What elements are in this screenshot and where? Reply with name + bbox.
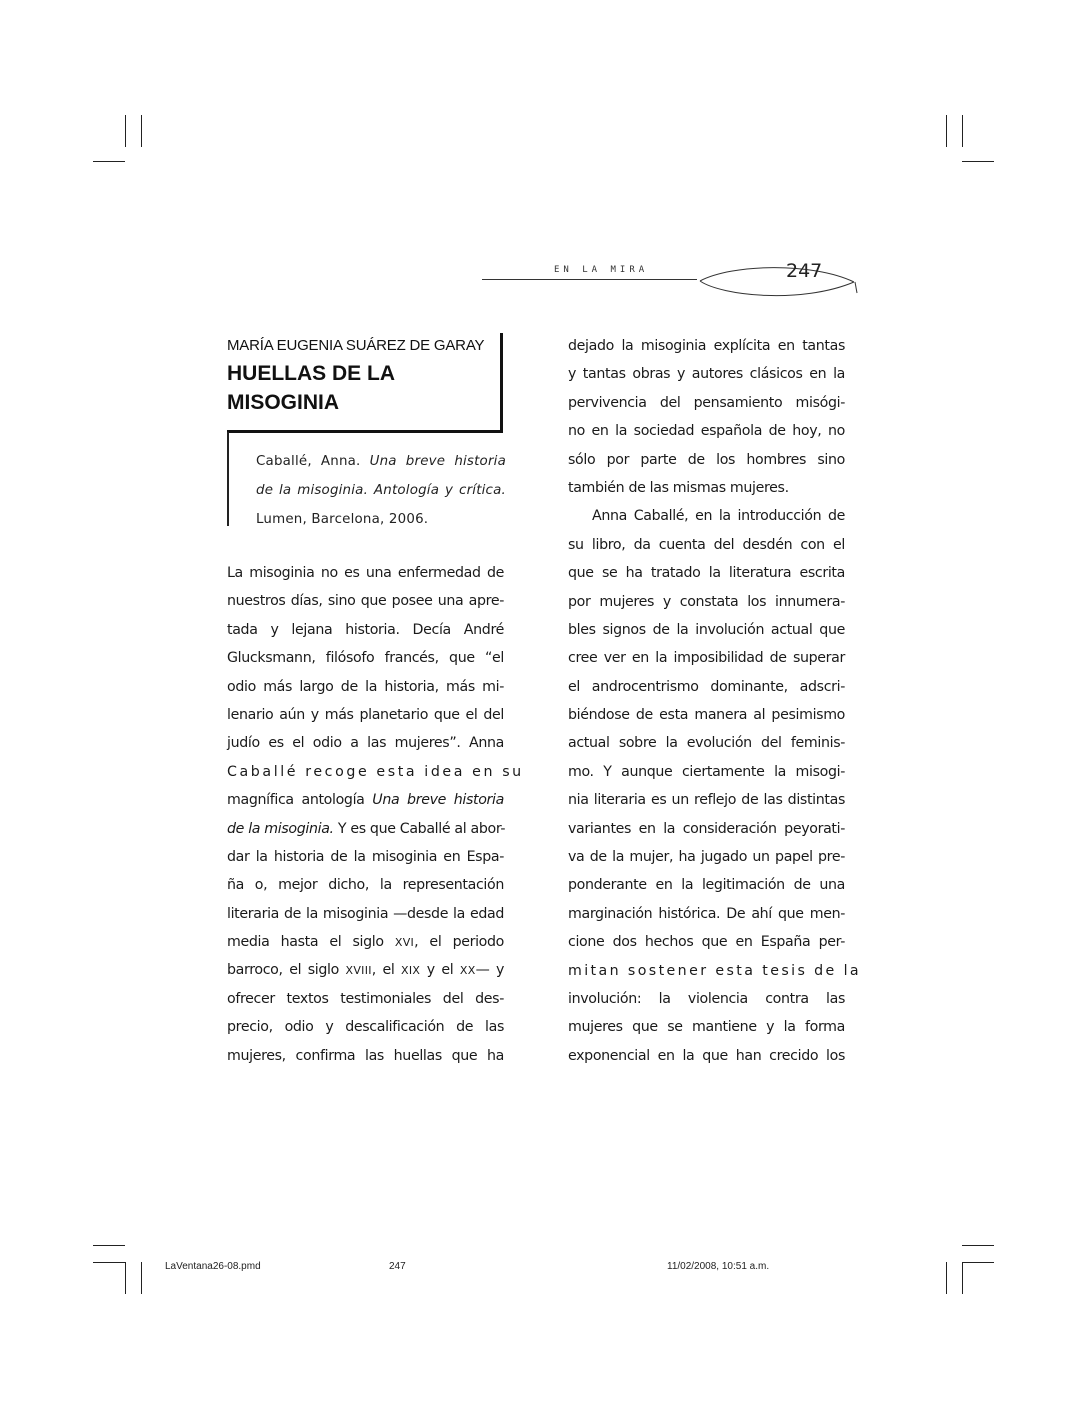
title-line: HUELLAS DE LA [227,362,395,385]
text-line: La misoginia no es una enfermedad de [227,565,504,581]
text-line: mo. Y aunque ciertamente la misogi- [568,763,845,780]
text-line: mitan sostener esta tesis de la [568,962,862,979]
text-line: judío es el odio a las mujeres”. Anna [227,735,504,752]
text-line: Glucksmann, filósofo francés, que “el [227,650,504,667]
article-title [227,359,395,417]
text-line: el androcentrismo dominante, adscri- [568,678,845,695]
century-numeral: XVIII [345,964,372,978]
text-line: odio más largo de la historia, más mi- [227,678,504,695]
page-number: 247 [786,260,823,282]
text-line: involución: la violencia contra las [568,990,845,1007]
title-line: MISOGINIA [227,391,340,414]
text-line: cree ver en la imposibilidad de superar [568,650,845,667]
century-numeral: XVI [394,936,415,950]
text-line: lenario aún y más planetario que el del [227,706,504,723]
century-numeral: XX [459,964,476,978]
text-line [227,956,504,984]
text-line: y tantas obras y autores clásicos en la [568,366,845,383]
text-line [227,928,504,956]
text-line: su libro, da cuenta del desdén con el [568,536,845,553]
text-line: nuestros días, sino que posee una apre- [227,593,504,610]
reference-publisher: Lumen, Barcelona, 2006. [256,512,429,527]
text-line: tada y lejana historia. Decía André [227,621,504,638]
text-fragment: Y es que Caballé al abor- [333,820,506,837]
text-fragment: , el periodo [414,934,504,951]
text-line: sólo por parte de los hombres sino [568,451,845,468]
article-header [227,333,503,433]
text-fragment: barroco, el siglo [227,962,346,979]
section-label: EN LA MIRA [554,265,649,275]
text-line: mujeres, confirma las huellas que ha [227,1047,504,1064]
text-line: literaria de la misoginia —desde la edad [227,905,504,922]
text-line: va de la mujer, ha jugado un papel pre- [568,849,845,866]
book-reference [227,432,507,526]
text-line: Caballé recoge esta idea en su [227,763,524,780]
reference-text [256,447,506,534]
century-numeral: XIX [401,964,421,978]
text-line: actual sobre la evolución del feminis- [568,735,845,752]
text-line: Anna Caballé, en la introducción de [592,508,845,525]
text-line: bles signos de la involución actual que [568,621,845,638]
footer-timestamp: 11/02/2008, 10:51 a.m. [667,1261,770,1272]
text-line [227,786,504,814]
text-fragment: y el [420,962,460,979]
running-head [482,256,862,306]
text-line [227,815,504,843]
header-vertical-rule [500,333,503,432]
text-line: biéndose de esta manera al pesimismo [568,707,845,724]
swoosh-ornament [692,260,862,304]
text-line: ponderante en la legitimación de una [568,877,845,894]
footer-page: 247 [389,1261,406,1272]
footer-filename: LaVentana26-08.pmd [165,1261,261,1272]
book-title-fragment: Una breve historia [372,792,504,809]
text-line: exponencial en la que han crecido los [568,1047,845,1064]
text-line: por mujeres y constata los innumera- [568,593,845,610]
text-line: variantes en la consideración peyorati- [568,820,845,837]
text-line: dar la historia de la misoginia en Espa- [227,848,504,865]
text-line: dejado la misoginia explícita en tantas [568,338,845,354]
book-title-fragment: de la misoginia. [227,820,334,837]
reference-book-title: Una breve historia de la misoginia. Antología y crítica. [256,454,506,498]
right-column [568,332,862,1070]
text-line: marginación histórica. De ahí que men- [568,905,845,922]
reference-author: Caballé, Anna. [256,454,361,469]
text-line: ofrecer textos testimoniales del des- [227,990,504,1007]
running-head-rule [482,279,697,280]
text-line: mujeres que se mantiene y la forma [568,1019,845,1036]
text-line: nia literaria es un reflejo de las distintas [568,792,845,809]
text-fragment: — y [475,962,505,979]
text-fragment: media hasta el siglo [227,934,395,951]
text-line: que se ha tratado la literatura escrita [568,565,845,582]
text-fragment: , el [371,962,402,979]
left-column [227,559,524,1070]
text-line: cione dos hechos que en España per- [568,934,845,951]
text-line: precio, odio y descalificación de las [227,1019,504,1036]
reference-rule [227,432,229,526]
text-fragment: magnífica antología [227,792,373,809]
text-line: no en la sociedad española de hoy, no [568,423,845,440]
article-author: MARÍA EUGENIA SUÁREZ DE GARAY [227,337,485,354]
text-line: también de las mismas mujeres. [568,479,789,496]
text-line: pervivencia del pensamiento misógi- [568,394,845,411]
text-line: ña o, mejor dicho, la representación [227,877,504,894]
